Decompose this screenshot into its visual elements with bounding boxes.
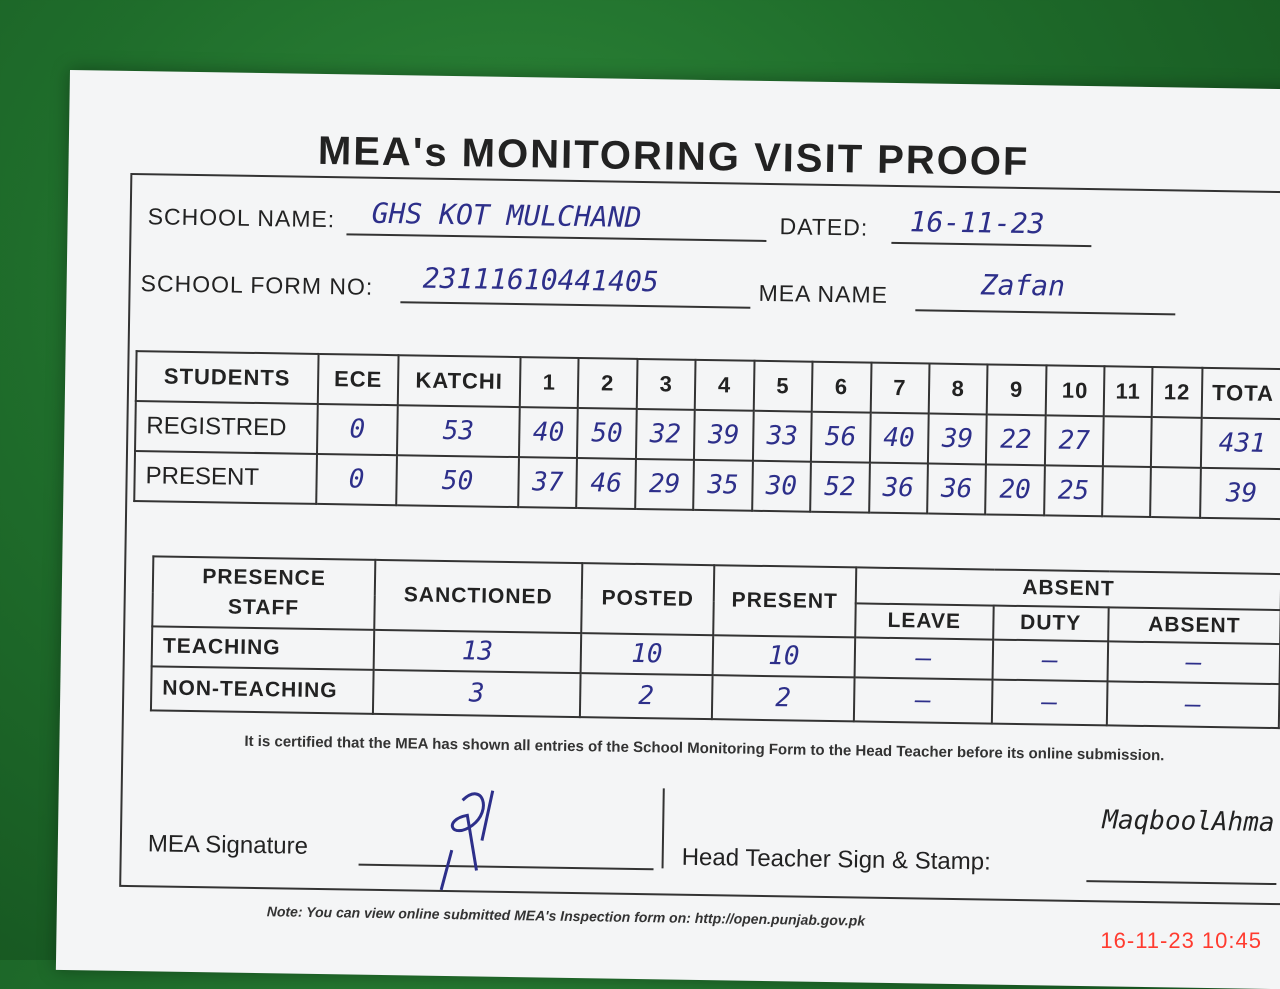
present-class-4: 35 [693,460,752,511]
present-class-6: 52 [810,462,869,513]
present-total: 39 [1200,468,1280,519]
registered-ece: 0 [317,404,398,455]
students-table [133,350,1280,520]
leave-header: LEAVE [855,603,993,639]
school-name-label: SCHOOL NAME: [147,203,336,233]
col-katchi: KATCHI [398,355,521,407]
form-no-value: 23111610441405 [422,261,660,299]
mea-name-value: Zafan [980,268,1066,303]
col-ece: ECE [318,354,399,405]
present-class-12 [1150,467,1201,518]
col-6: 6 [812,362,871,413]
certification-text: It is certified that the MEA has shown all entries of the School Monitoring Form to the Head Teacher before its online submission. [244,732,1165,765]
col-9: 9 [987,364,1046,415]
registered-katchi: 53 [397,405,520,457]
head-teacher-label: Head Teacher Sign & Stamp: [681,843,991,876]
teaching-present: 10 [713,635,856,677]
teaching-leave: — [855,637,993,679]
inspection-note: Note: You can view online submitted MEA's Inspection form on: http://open.punjab.gov.pk [266,903,866,929]
present-class-8: 36 [927,464,986,515]
mea-name-label: MEA NAME [758,279,889,308]
mea-name-line [915,309,1175,315]
dated-line [891,242,1091,247]
form-title: MEA's MONITORING VISIT PROOF [317,128,1030,185]
teaching-absent: — [1107,641,1280,684]
mea-signature-scribble [421,780,533,902]
present-class-9: 20 [986,464,1045,515]
form-frame [119,173,1280,905]
present-class-11 [1102,466,1151,517]
registered-total: 431 [1201,418,1280,469]
col-12: 12 [1152,367,1203,418]
registered-label: REGISTRED [135,401,318,454]
non-teaching-absent: — [1107,681,1280,728]
dated-value: 16-11-23 [909,205,1045,241]
registered-class-5: 33 [753,411,812,462]
col-5: 5 [753,361,812,412]
present-class-3: 29 [635,459,694,510]
head-teacher-signature: MaqboolAhma [1102,805,1275,839]
presence-header-line2: STAFF [227,595,300,620]
non-teaching-leave: — [854,677,992,723]
head-teacher-line [1086,880,1276,885]
form-no-label: SCHOOL FORM NO: [140,270,374,300]
non-teaching-label: NON-TEACHING [151,666,374,713]
col-8: 8 [929,364,988,415]
registered-class-11 [1103,416,1152,467]
present-class-2: 46 [577,458,636,509]
monitoring-form-paper [56,70,1280,989]
sanctioned-header: SANCTIONED [374,560,582,633]
non-teaching-duty: — [992,680,1108,726]
col-total: TOTA [1202,368,1280,419]
absent-header: ABSENT [1108,607,1280,644]
registered-class-7: 40 [869,413,928,464]
non-teaching-posted: 2 [580,673,713,719]
presence-header-line1: PRESENCE [202,565,326,591]
registered-class-8: 39 [928,414,987,465]
present-header: PRESENT [713,565,856,637]
absent-group-header: ABSENT [856,567,1280,610]
present-ece: 0 [316,454,397,505]
present-label: PRESENT [134,451,317,504]
school-name-value: GHS KOT MULCHAND [371,196,642,234]
registered-class-4: 39 [694,410,753,461]
dated-label: DATED: [779,213,869,241]
registered-class-10: 27 [1045,415,1104,466]
form-no-line [400,301,750,308]
present-class-1: 37 [518,457,577,508]
col-1: 1 [520,357,579,408]
col-2: 2 [578,358,637,409]
teaching-posted: 10 [581,633,714,675]
col-10: 10 [1045,365,1104,416]
photo-timestamp: 16-11-23 10:45 [1100,928,1262,953]
registered-class-6: 56 [811,412,870,463]
teaching-label: TEACHING [152,626,375,669]
non-teaching-present: 2 [712,675,855,721]
registered-class-3: 32 [636,409,695,460]
teaching-sanctioned: 13 [374,630,582,673]
col-3: 3 [637,359,696,410]
present-katchi: 50 [396,455,519,507]
staff-table [150,555,1280,729]
mea-signature-label: MEA Signature [147,830,309,860]
registered-class-1: 40 [519,407,578,458]
present-class-7: 36 [869,463,928,514]
presence-staff-header [152,556,375,629]
present-class-10: 25 [1044,465,1103,516]
signature-divider [662,788,665,868]
registered-class-12 [1151,417,1202,468]
present-class-5: 30 [752,461,811,512]
col-4: 4 [695,360,754,411]
col-7: 7 [870,363,929,414]
registered-class-9: 22 [986,414,1045,465]
col-11: 11 [1104,366,1153,417]
school-name-line [346,233,766,242]
posted-header: POSTED [581,563,714,635]
registered-class-2: 50 [577,408,636,459]
non-teaching-sanctioned: 3 [373,670,581,717]
col-students: STUDENTS [136,351,319,404]
teaching-duty: — [992,640,1108,682]
staff-header-row [153,556,1280,610]
duty-header: DUTY [993,606,1109,642]
